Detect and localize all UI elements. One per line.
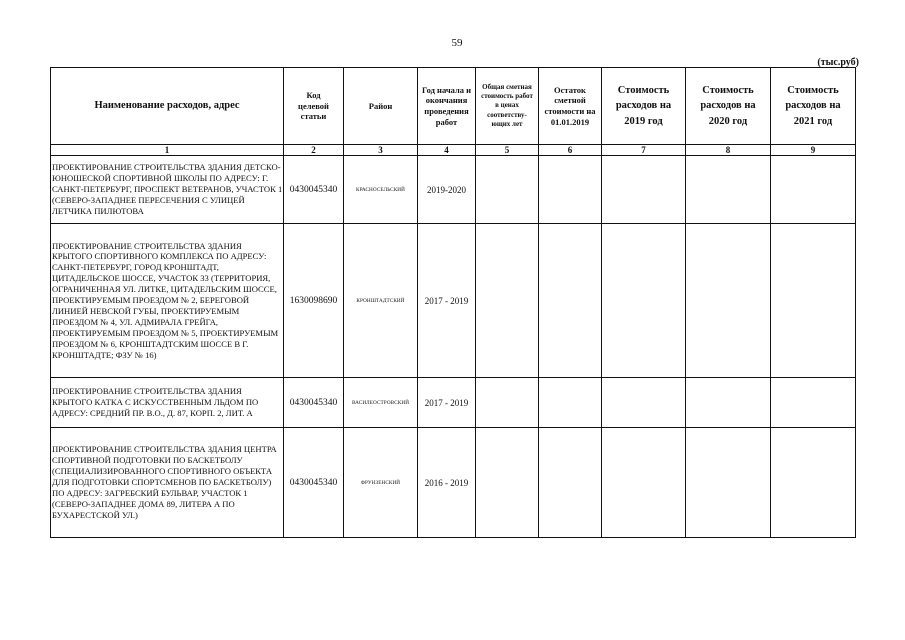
cost-2021-cell [771, 156, 856, 224]
header-cost-2020: Стоимость расходов на 2020 год [686, 68, 771, 145]
column-number: 5 [476, 145, 539, 156]
column-number: 7 [602, 145, 686, 156]
target-code: 1630098690 [284, 224, 344, 378]
target-code: 0430045340 [284, 378, 344, 428]
expenses-table [50, 67, 856, 538]
header-total-cost: Общая сметная стоимость работ в ценах соответству-ющих лет [476, 68, 539, 145]
column-number: 1 [51, 145, 284, 156]
cost-2019-cell [602, 156, 686, 224]
column-number-row [51, 145, 856, 156]
expense-name: ПРОЕКТИРОВАНИЕ СТРОИТЕЛЬСТВА ЗДАНИЯ ЦЕНТРА СПОРТИВНОЙ ПОДГОТОВКИ ПО БАСКЕТБОЛУ (СПЕЦИАЛИЗИРОВАННОГО СПОРТИВНОГО ОБЪЕКТА ДЛЯ ПОДГОТОВКИ СПОРТСМЕНОВ ПО БАСКЕТБОЛУ) ПО АДРЕСУ: ЗАГРЕБСКИЙ БУЛЬВАР, УЧАСТОК 1 (СЕВЕРО-ЗАПАДНЕЕ ДОМА 89, ЛИТЕРА А ПО БУХАРЕСТСКОЙ УЛ.) [51, 428, 284, 538]
header-name: Наименование расходов, адрес [51, 68, 284, 145]
district: КРОНШТАДТСКИЙ [344, 224, 418, 378]
column-number: 3 [344, 145, 418, 156]
cost-2021-cell [771, 224, 856, 378]
column-number: 2 [284, 145, 344, 156]
units-label: (тыс.руб) [817, 57, 859, 68]
header-cost-2019: Стоимость расходов на 2019 год [602, 68, 686, 145]
total-cost-cell [476, 224, 539, 378]
target-code: 0430045340 [284, 428, 344, 538]
header-row [51, 68, 856, 145]
remainder-cell [539, 156, 602, 224]
column-number: 4 [418, 145, 476, 156]
remainder-cell [539, 224, 602, 378]
table-row [51, 378, 856, 428]
header-cost-2021: Стоимость расходов на 2021 год [771, 68, 856, 145]
work-period: 2017 - 2019 [418, 224, 476, 378]
work-period: 2016 - 2019 [418, 428, 476, 538]
expense-name: ПРОЕКТИРОВАНИЕ СТРОИТЕЛЬСТВА ЗДАНИЯ КРЫТОГО КАТКА С ИСКУССТВЕННЫМ ЛЬДОМ ПО АДРЕСУ: СРЕДНИЙ ПР. В.О., Д. 87, КОРП. 2, ЛИТ. А [51, 378, 284, 428]
remainder-cell [539, 428, 602, 538]
district: КРАСНОСЕЛЬСКИЙ [344, 156, 418, 224]
cost-2019-cell [602, 378, 686, 428]
expense-name: ПРОЕКТИРОВАНИЕ СТРОИТЕЛЬСТВА ЗДАНИЯ КРЫТОГО СПОРТИВНОГО КОМПЛЕКСА ПО АДРЕСУ: САНКТ-ПЕТЕРБУРГ, ГОРОД КРОНШТАДТ, ЦИТАДЕЛЬСКОЕ ШОССЕ, УЧАСТОК 33 (ТЕРРИТОРИЯ, ОГРАНИЧЕННАЯ УЛ. ЛИТКЕ, ЦИТАДЕЛЬСКИМ ШОССЕ, ПРОЕКТИРУЕМЫМ ПРОЕЗДОМ № 2, БЕРЕГОВОЙ ЛИНИЕЙ НЕВСКОЙ ГУБЫ, ПРОЕКТИРУЕМЫМ ПРОЕЗДОМ № 4, УЛ. АДМИРАЛА ГРЕЙГА, ПРОЕКТИРУЕМЫМ ПРОЕЗДОМ № 5, ПРОЕКТИРУЕМЫМ ПРОЕЗДОМ № 6, КРОНШТАДТСКИМ ШОССЕ В Г. КРОНШТАДТЕ; ФЗУ № 16) [51, 224, 284, 378]
table-row [51, 428, 856, 538]
header-period: Год начала и окончания проведения работ [418, 68, 476, 145]
column-number: 9 [771, 145, 856, 156]
cost-2020-cell [686, 156, 771, 224]
header-district: Район [344, 68, 418, 145]
cost-2020-cell [686, 224, 771, 378]
header-code: Код целевой статьи [284, 68, 344, 145]
cost-2021-cell [771, 378, 856, 428]
cost-2019-cell [602, 224, 686, 378]
remainder-cell [539, 378, 602, 428]
district: ВАСИЛЕОСТРОВСКИЙ [344, 378, 418, 428]
district: ФРУНЗЕНСКИЙ [344, 428, 418, 538]
target-code: 0430045340 [284, 156, 344, 224]
column-number: 8 [686, 145, 771, 156]
cost-2021-cell [771, 428, 856, 538]
total-cost-cell [476, 428, 539, 538]
total-cost-cell [476, 378, 539, 428]
header-remainder: Остаток сметной стоимости на 01.01.2019 [539, 68, 602, 145]
cost-2020-cell [686, 428, 771, 538]
work-period: 2019-2020 [418, 156, 476, 224]
cost-2020-cell [686, 378, 771, 428]
table-row [51, 224, 856, 378]
page-number: 59 [451, 37, 463, 49]
work-period: 2017 - 2019 [418, 378, 476, 428]
expense-name: ПРОЕКТИРОВАНИЕ СТРОИТЕЛЬСТВА ЗДАНИЯ ДЕТСКО-ЮНОШЕСКОЙ СПОРТИВНОЙ ШКОЛЫ ПО АДРЕСУ: Г. САНКТ-ПЕТЕРБУРГ, ПРОСПЕКТ ВЕТЕРАНОВ, УЧАСТОК 1 (СЕВЕРО-ЗАПАДНЕЕ ПЕРЕСЕЧЕНИЯ С УЛИЦЕЙ ЛЕТЧИКА ПИЛЮТОВА [51, 156, 284, 224]
total-cost-cell [476, 156, 539, 224]
cost-2019-cell [602, 428, 686, 538]
column-number: 6 [539, 145, 602, 156]
table-row [51, 156, 856, 224]
